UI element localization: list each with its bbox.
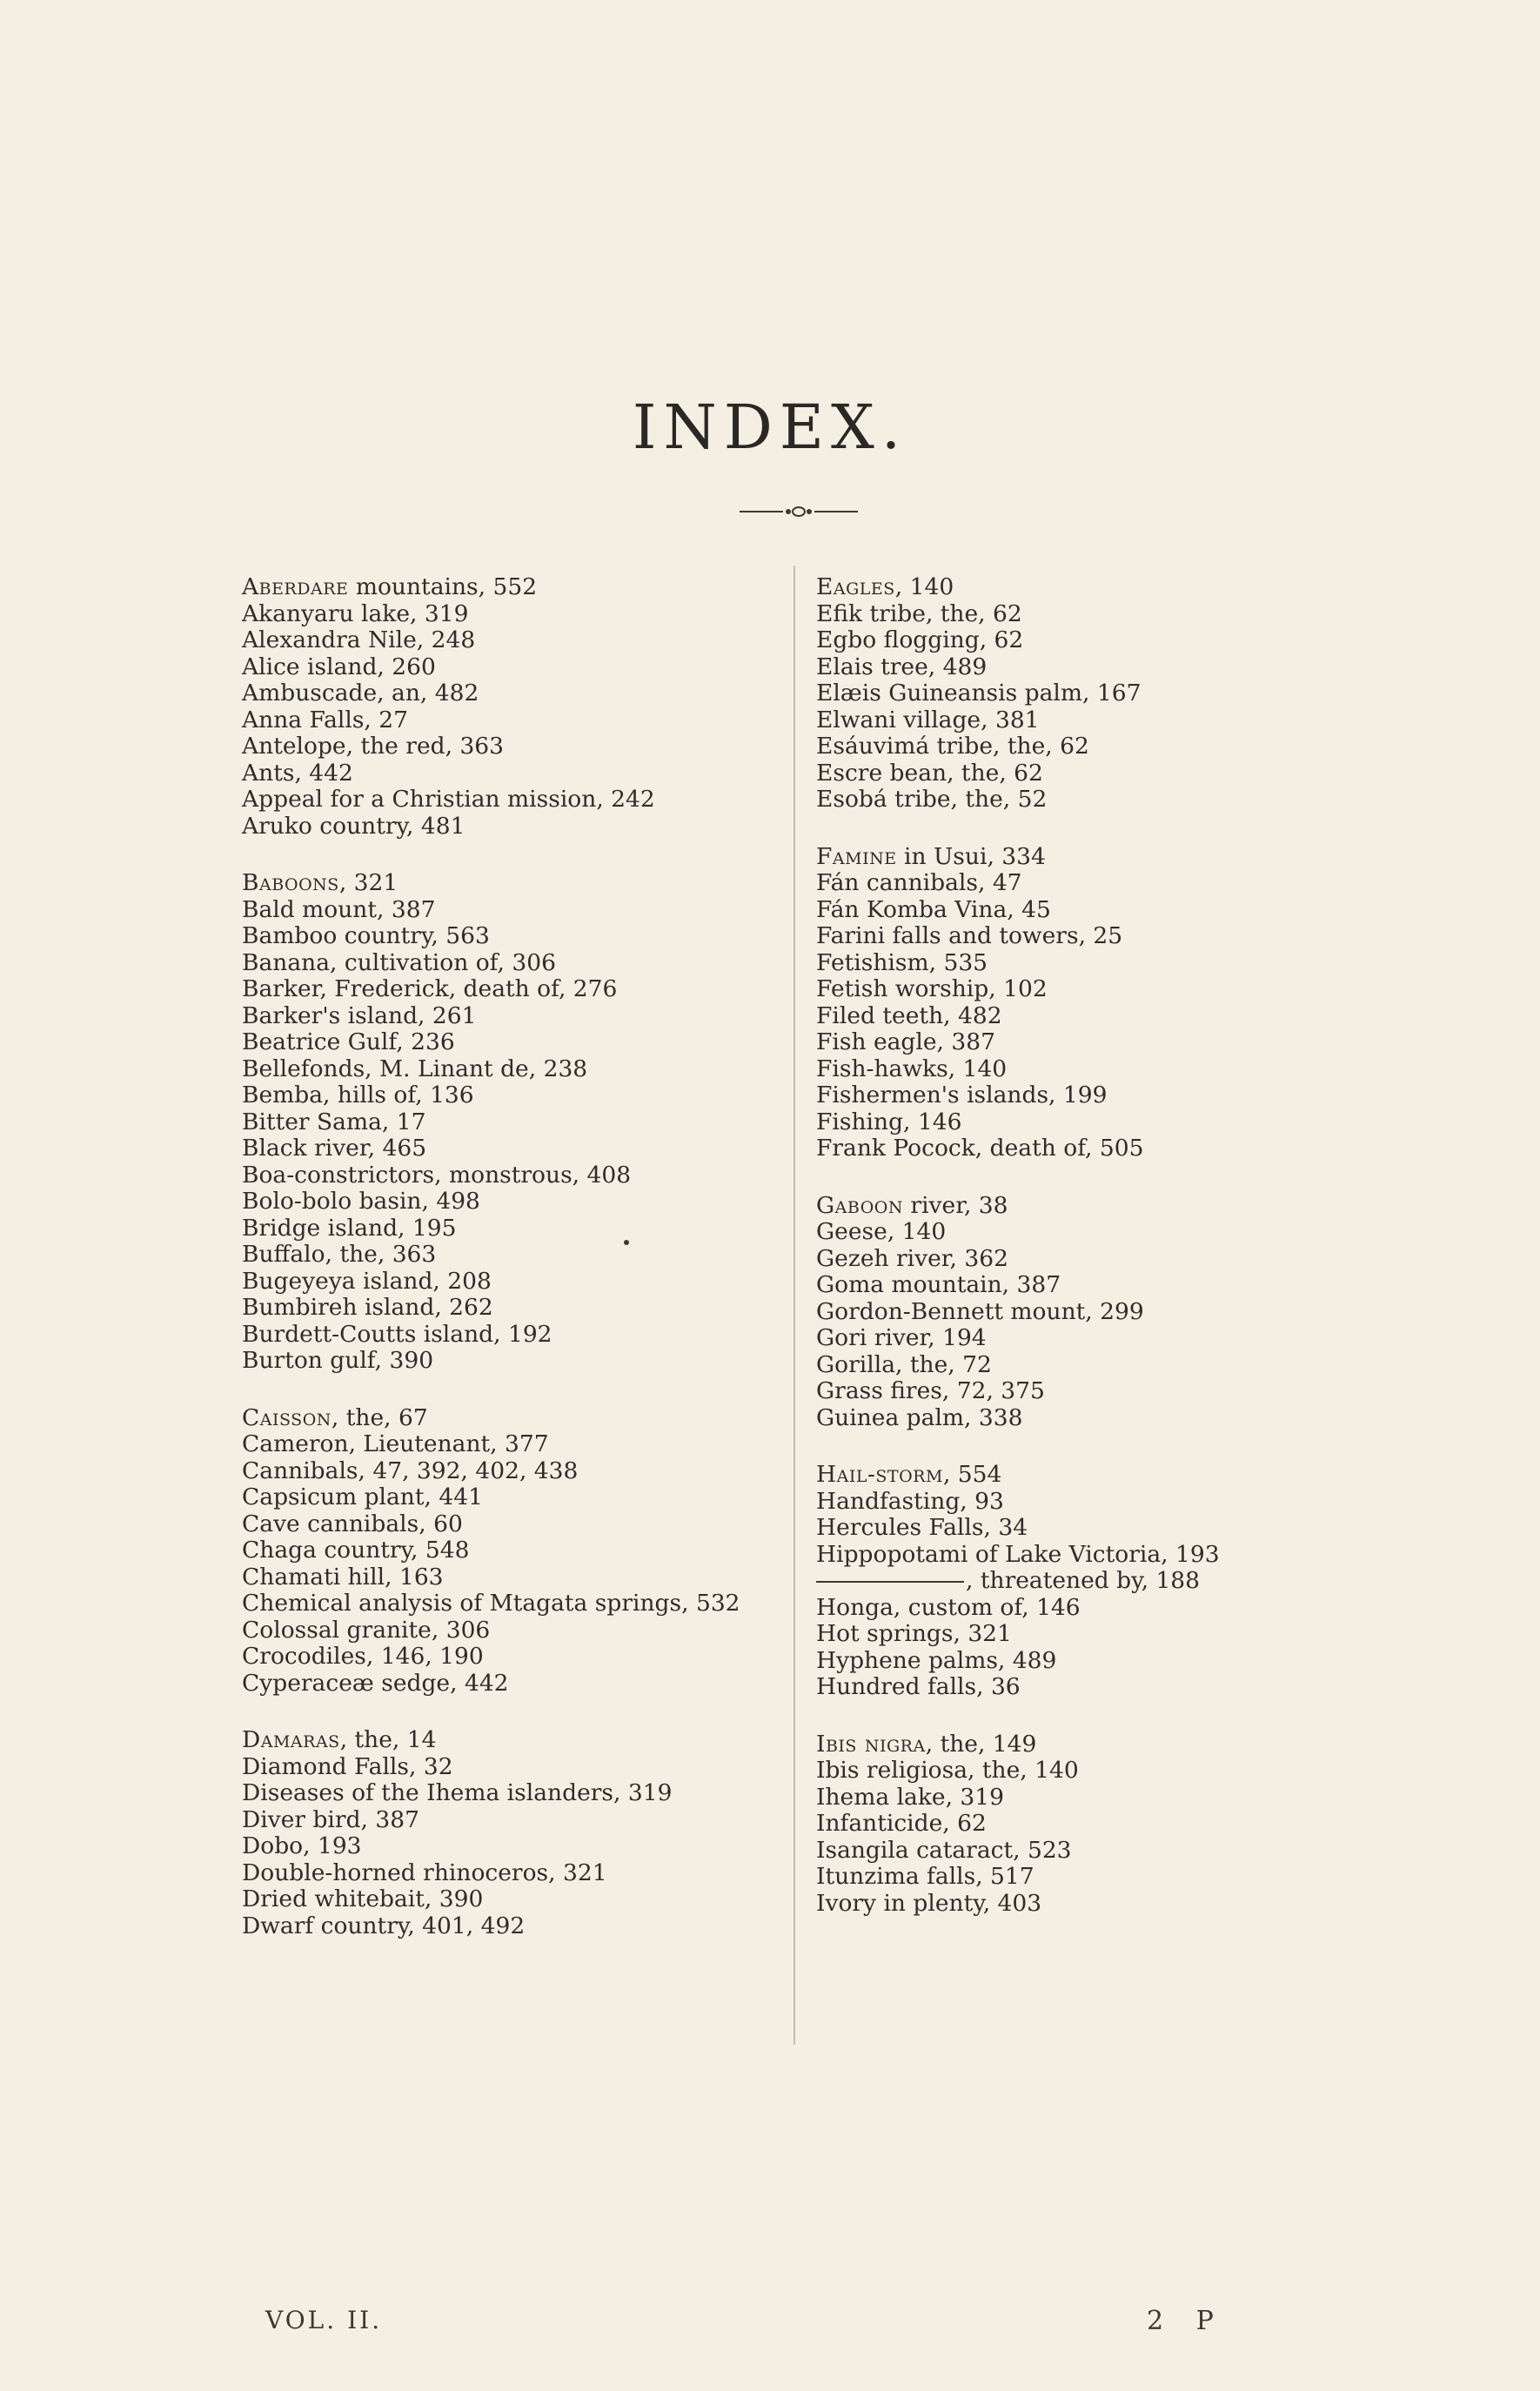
index-column-right — [816, 574, 1338, 1947]
index-entry: Aruko country, 481 — [242, 812, 465, 840]
index-section — [816, 1731, 1338, 1918]
index-entry: Alice island, 260 — [242, 653, 436, 680]
index-entry: Ivory in plenty, 403 — [816, 1889, 1042, 1917]
index-entry: Bugeyeya island, 208 — [242, 1267, 492, 1295]
index-entry: Cyperaceæ sedge, 442 — [242, 1669, 509, 1697]
section-head-rest: , 554 — [942, 1461, 1002, 1488]
section-head-rest: , the, 67 — [331, 1403, 428, 1431]
index-entry-text: , threatened by, 188 — [966, 1567, 1201, 1594]
index-entry: Esobá tribe, the, 52 — [816, 786, 1048, 813]
index-entry: Beatrice Gulf, 236 — [242, 1028, 455, 1055]
index-entry: Cameron, Lieutenant, 377 — [242, 1430, 549, 1457]
ink-speck — [624, 1240, 629, 1245]
index-section — [816, 844, 1338, 1162]
index-section — [242, 1727, 799, 1939]
section-head-word: Gaboon — [816, 1191, 903, 1219]
section-head-rest: , 321 — [338, 869, 398, 896]
index-entry: Boa-constrictors, monstrous, 408 — [242, 1161, 632, 1189]
index-section — [242, 1405, 799, 1698]
index-entry: Capsicum plant, 441 — [242, 1483, 483, 1510]
index-entry-heading — [816, 1731, 1338, 1758]
index-entry: Efik tribe, the, 62 — [816, 599, 1022, 627]
index-entry: Bitter Sama, 17 — [242, 1108, 426, 1135]
index-entry: Egbo flogging, 62 — [816, 626, 1024, 653]
index-entry: Fetish worship, 102 — [816, 975, 1048, 1002]
index-entry: Chaga country, 548 — [242, 1537, 470, 1564]
index-entry: Burdett-Coutts island, 192 — [242, 1320, 552, 1348]
index-entry-heading — [242, 574, 799, 601]
index-section — [242, 870, 799, 1375]
section-head-rest: , the, 149 — [925, 1730, 1037, 1758]
ornament-divider-icon — [738, 505, 860, 519]
index-section — [816, 574, 1338, 814]
index-entry: Fishing, 146 — [816, 1108, 962, 1135]
index-entry: Barker, Frederick, death of, 276 — [242, 975, 618, 1002]
index-entry: Alexandra Nile, 248 — [242, 626, 476, 653]
index-entry: Esáuvimá tribe, the, 62 — [816, 733, 1089, 760]
index-entry: Fish-hawks, 140 — [816, 1055, 1008, 1082]
section-head-rest: river, 38 — [902, 1191, 1008, 1219]
ditto-rule — [816, 1581, 964, 1583]
index-entry: Ihema lake, 319 — [816, 1783, 1005, 1811]
index-entry: Bald mount, 387 — [242, 895, 436, 923]
index-entry: Fán cannibals, 47 — [816, 869, 1022, 896]
index-column-left — [242, 574, 799, 1970]
index-entry: Double-horned rhinoceros, 321 — [242, 1859, 607, 1886]
index-entry: Ambuscade, an, 482 — [242, 680, 479, 707]
index-entry: Hercules Falls, 34 — [816, 1514, 1028, 1541]
index-entry: Elwani village, 381 — [816, 706, 1040, 733]
index-entry: Hundred falls, 36 — [816, 1673, 1021, 1700]
index-section — [816, 1193, 1338, 1432]
index-section — [816, 1462, 1338, 1701]
index-entry: Dwarf country, 401, 492 — [242, 1912, 526, 1939]
index-entry: Gordon-Bennett mount, 299 — [816, 1297, 1144, 1325]
index-entry: Diseases of the Ihema islanders, 319 — [242, 1779, 673, 1806]
index-entry: Banana, cultivation of, 306 — [242, 948, 556, 976]
section-head-rest: mountains, 552 — [348, 573, 538, 600]
section-head-rest: in Usui, 334 — [896, 842, 1046, 870]
index-entry-heading — [816, 844, 1338, 871]
index-entry: Hot springs, 321 — [816, 1620, 1012, 1647]
index-entry: Buffalo, the, 363 — [242, 1241, 437, 1268]
index-entry: Guinea palm, 338 — [816, 1403, 1023, 1431]
index-entry: Bamboo country, 563 — [242, 922, 490, 949]
index-entry: Filed teeth, 482 — [816, 1001, 1002, 1029]
index-entry: Black river, 465 — [242, 1135, 427, 1162]
index-entry: Honga, custom of, 146 — [816, 1593, 1081, 1621]
index-entry-heading — [242, 1405, 799, 1432]
index-section — [242, 574, 799, 840]
section-head-word: Famine — [816, 842, 897, 870]
index-entry: Antelope, the red, 363 — [242, 733, 505, 760]
index-entry: Bolo-bolo basin, 498 — [242, 1188, 480, 1215]
index-entry: Frank Pocock, death of, 505 — [816, 1135, 1144, 1162]
signature-mark: 2 P — [1147, 2306, 1226, 2336]
index-entry: Akanyaru lake, 319 — [242, 599, 469, 627]
section-head-word: Ibis nigra — [816, 1730, 926, 1758]
section-head-word: Aberdare — [242, 573, 349, 600]
index-entry: Bellefonds, M. Linant de, 238 — [242, 1055, 588, 1082]
section-head-word: Hail-storm — [816, 1461, 943, 1488]
index-entry: Gezeh river, 362 — [816, 1244, 1008, 1272]
index-entry: Appeal for a Christian mission, 242 — [242, 786, 655, 813]
index-entry: Fán Komba Vina, 45 — [816, 895, 1051, 923]
section-head-word: Damaras — [242, 1726, 340, 1753]
index-entry: Fishermen's islands, 199 — [816, 1082, 1108, 1108]
index-entry: Crocodiles, 146, 190 — [242, 1643, 484, 1670]
section-head-word: Eagles — [816, 573, 895, 600]
index-entry: Ants, 442 — [242, 759, 353, 787]
section-head-rest: , the, 14 — [339, 1726, 437, 1753]
index-entry: Chemical analysis of Mtagata springs, 532 — [242, 1590, 740, 1617]
index-entry: Escre bean, the, 62 — [816, 759, 1043, 787]
index-entry: Colossal granite, 306 — [242, 1616, 491, 1644]
index-entry: Anna Falls, 27 — [242, 706, 408, 733]
index-entry: Bumbireh island, 262 — [242, 1294, 493, 1321]
index-entry: Isangila cataract, 523 — [816, 1836, 1072, 1864]
index-entry: Gorilla, the, 72 — [816, 1350, 992, 1378]
section-head-rest: , 140 — [894, 573, 954, 600]
page-title: INDEX. — [632, 392, 908, 463]
index-entry: Fish eagle, 387 — [816, 1028, 995, 1055]
index-entry: Bridge island, 195 — [242, 1214, 457, 1242]
index-entry: Cave cannibals, 60 — [242, 1510, 463, 1537]
index-entry: Dried whitebait, 390 — [242, 1885, 484, 1912]
index-entry — [816, 1568, 1338, 1595]
index-entry: Burton gulf, 390 — [242, 1347, 434, 1374]
index-entry: Hyphene palms, 489 — [816, 1646, 1057, 1674]
index-entry: Handfasting, 93 — [816, 1487, 1004, 1515]
index-entry-heading — [242, 1727, 799, 1754]
index-entry: Grass fires, 72, 375 — [816, 1377, 1045, 1404]
index-entry: Dobo, 193 — [242, 1832, 362, 1859]
index-entry: Goma mountain, 387 — [816, 1271, 1061, 1298]
index-entry: Diamond Falls, 32 — [242, 1752, 453, 1780]
index-entry: Geese, 140 — [816, 1218, 947, 1245]
section-head-word: Caisson — [242, 1403, 331, 1431]
index-entry: Itunzima falls, 517 — [816, 1863, 1034, 1890]
index-entry: Barker's island, 261 — [242, 1001, 477, 1029]
index-entry-heading — [816, 1193, 1338, 1220]
index-entry-heading — [816, 574, 1338, 601]
index-entry: Fetishism, 535 — [816, 948, 988, 976]
index-entry: Cannibals, 47, 392, 402, 438 — [242, 1457, 579, 1484]
index-entry: Infanticide, 62 — [816, 1810, 987, 1837]
section-head-word: Baboons — [242, 869, 339, 896]
index-entry: Diver bird, 387 — [242, 1805, 419, 1833]
index-entry-heading — [816, 1462, 1338, 1489]
index-entry-heading — [242, 870, 799, 897]
index-entry: Elæis Guineansis palm, 167 — [816, 680, 1142, 707]
index-entry: Ibis religiosa, the, 140 — [816, 1757, 1079, 1784]
index-entry: Bemba, hills of, 136 — [242, 1082, 474, 1108]
index-entry: Farini falls and towers, 25 — [816, 922, 1123, 949]
index-entry: Chamati hill, 163 — [242, 1563, 444, 1591]
volume-label: VOL. II. — [265, 2306, 383, 2334]
index-entry: Elais tree, 489 — [816, 653, 988, 680]
index-entry: Hippopotami of Lake Victoria, 193 — [816, 1540, 1220, 1568]
index-entry: Gori river, 194 — [816, 1324, 987, 1351]
